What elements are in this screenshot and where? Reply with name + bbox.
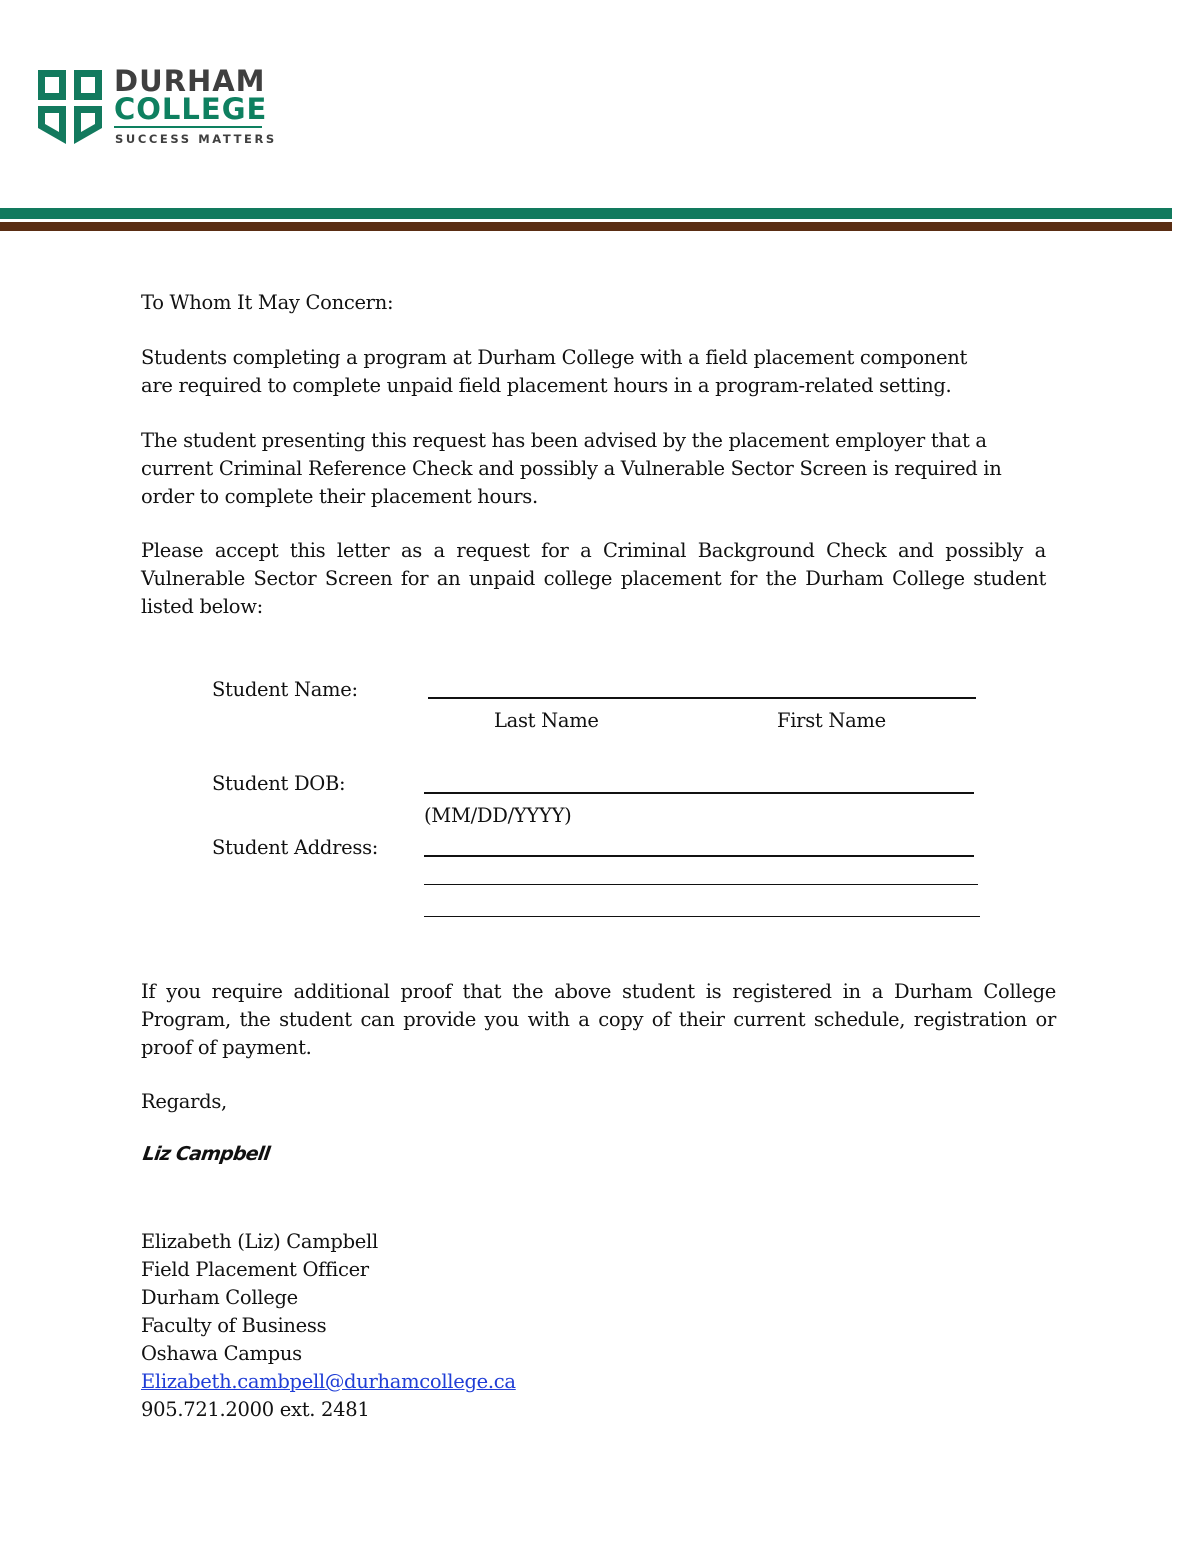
paragraph-2 (141, 427, 1041, 511)
salutation: To Whom It May Concern: (141, 291, 394, 314)
student-address-label: Student Address: (212, 836, 379, 859)
paragraph-3-line-3: listed below: (141, 595, 263, 618)
last-name-caption: Last Name (494, 709, 599, 732)
paragraph-2-line-1: The student presenting this request has been advised by the placement employer that a (141, 429, 987, 452)
header-stripe-green (0, 208, 1172, 219)
paragraph-2-line-2: current Criminal Reference Check and possibly a Vulnerable Sector Screen is required in (141, 457, 1002, 480)
closing: Regards, (141, 1090, 227, 1113)
sender-campus: Oshawa Campus (141, 1342, 302, 1365)
student-name-label: Student Name: (212, 678, 358, 701)
paragraph-1-line-1: Students completing a program at Durham College with a field placement component (141, 346, 968, 369)
student-dob-line[interactable] (424, 792, 974, 794)
student-address-line-1[interactable] (424, 855, 974, 857)
paragraph-4-line-2: Program, the student can provide you with a copy of their current schedule, registration or (141, 1008, 1056, 1031)
logo-name-line2: COLLEGE (114, 92, 268, 126)
paragraph-1-line-2: are required to complete unpaid field placement hours in a program-related setting. (141, 374, 952, 397)
sender-title: Field Placement Officer (141, 1258, 369, 1281)
header-stripe-brown (0, 222, 1172, 231)
paragraph-3-line-1: Please accept this letter as a request for a Criminal Background Check and possibly a (141, 539, 1046, 562)
logo-name-line1: DURHAM (114, 64, 266, 98)
paragraph-2-line-3: order to complete their placement hours. (141, 485, 538, 508)
paragraph-4-line-1: If you require additional proof that the above student is registered in a Durham College (141, 980, 1056, 1003)
sender-institution: Durham College (141, 1286, 298, 1309)
first-name-caption: First Name (777, 709, 886, 732)
sender-faculty: Faculty of Business (141, 1314, 327, 1337)
paragraph-4 (141, 978, 1056, 1062)
logo-divider (114, 126, 262, 128)
sender-block (141, 1228, 516, 1424)
sender-email-link[interactable]: Elizabeth.cambpell@durhamcollege.ca (141, 1370, 516, 1393)
paragraph-4-line-3: proof of payment. (141, 1036, 312, 1059)
sender-name: Elizabeth (Liz) Campbell (141, 1230, 378, 1253)
student-address-line-3[interactable] (424, 916, 980, 917)
paragraph-3-line-2: Vulnerable Sector Screen for an unpaid college placement for the Durham College student (141, 567, 1046, 590)
student-address-line-2[interactable] (424, 884, 978, 885)
sender-phone: 905.721.2000 ext. 2481 (141, 1398, 370, 1421)
dob-format-hint: (MM/DD/YYYY) (424, 804, 572, 827)
durham-college-logo-mark (36, 66, 106, 150)
student-name-line[interactable] (428, 697, 976, 699)
paragraph-1 (141, 344, 1001, 400)
student-dob-label: Student DOB: (212, 772, 346, 795)
signature: Liz Campbell (141, 1143, 271, 1165)
logo-tagline: SUCCESS MATTERS (115, 132, 277, 146)
paragraph-3 (141, 537, 1046, 621)
